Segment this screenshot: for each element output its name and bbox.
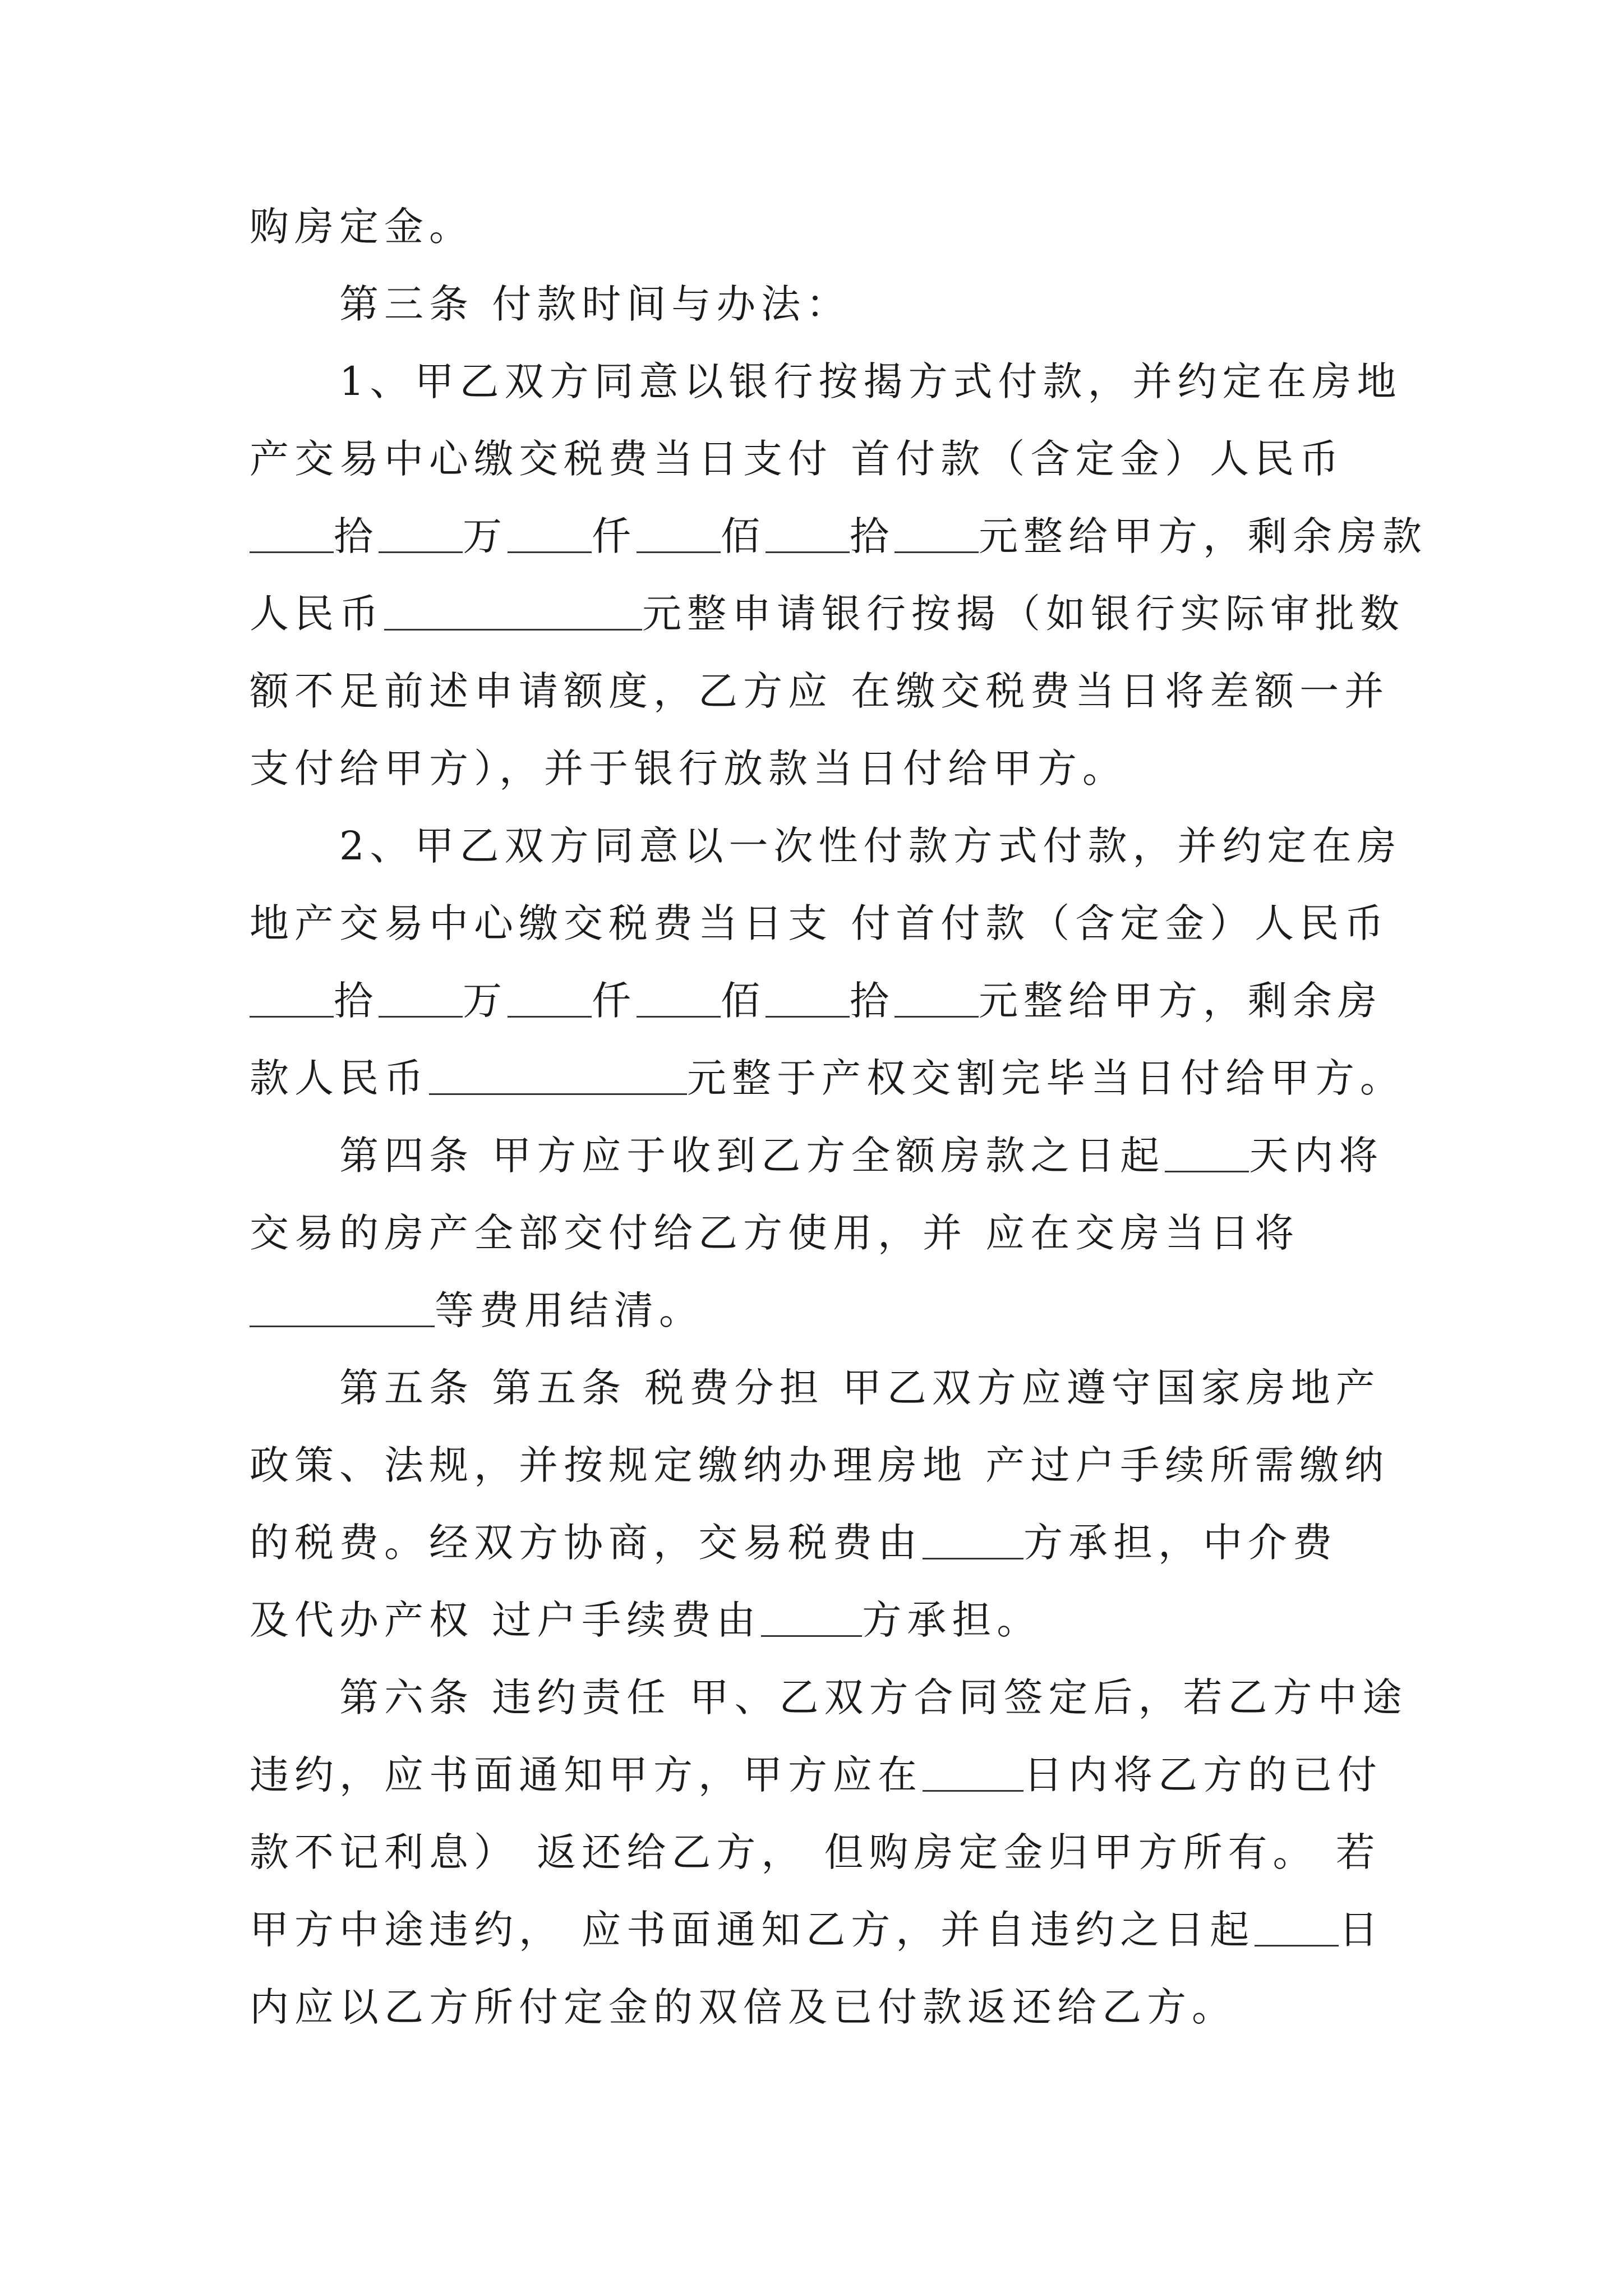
- text-segment: 第四条 甲方应于收到乙方全额房款之日起: [339, 1133, 1165, 1179]
- article-6-line: 第六条 违约责任 甲、乙双方合同签定后，若乙方中途: [339, 1674, 1408, 1720]
- fill-blank[interactable]: [761, 1596, 862, 1637]
- article-5-line: 第五条 第五条 税费分担 甲乙双方应遵守国家房地产: [339, 1365, 1381, 1411]
- fill-blank[interactable]: [379, 977, 463, 1018]
- unit-label: 佰: [721, 513, 766, 559]
- unit-label: 拾: [850, 978, 895, 1024]
- text-line: 内应以乙方所付定金的双倍及已付款返还给乙方。: [250, 1984, 1237, 2030]
- text-segment: 的税费。经双方协商，交易税费由: [250, 1520, 923, 1566]
- article-3-heading: 第三条 付款时间与办法：: [339, 281, 851, 327]
- fill-blank[interactable]: [923, 1519, 1023, 1559]
- text-segment: 等费用结清。: [435, 1287, 704, 1333]
- unit-label: 仟: [592, 978, 637, 1024]
- fill-blank[interactable]: [508, 977, 592, 1018]
- text-line: 购房定金。: [250, 204, 474, 250]
- text-line: 地产交易中心缴交税费当日支 付首付款（含定金）人民币: [250, 900, 1390, 946]
- fill-blank[interactable]: [766, 512, 850, 553]
- text-segment: 方承担，中介费: [1023, 1520, 1338, 1566]
- fill-blank[interactable]: [923, 1751, 1023, 1792]
- text-line: 支付给甲方），并于银行放款当日付给甲方。: [250, 746, 1127, 792]
- fill-blank[interactable]: [637, 977, 721, 1018]
- fill-blank[interactable]: [250, 512, 334, 553]
- text-segment: 方承担。: [862, 1597, 1042, 1643]
- text-segment: 元整于产权交割完毕当日付给甲方。: [687, 1055, 1405, 1101]
- fill-blank[interactable]: [766, 977, 850, 1018]
- amount-line: [250, 498, 1427, 575]
- fill-blank[interactable]: [895, 977, 979, 1018]
- text-line: [250, 575, 1405, 652]
- fill-blank[interactable]: [637, 512, 721, 553]
- fill-blank[interactable]: [895, 512, 979, 553]
- fill-blank[interactable]: [250, 1286, 435, 1327]
- text-line: [250, 1504, 1377, 1581]
- text-segment: 日内将乙方的已付: [1023, 1752, 1382, 1798]
- unit-label: 仟: [592, 513, 637, 559]
- fill-blank[interactable]: [1165, 1131, 1249, 1172]
- fill-blank[interactable]: [250, 977, 334, 1018]
- text-segment: 元整申请银行按揭（如银行实际审批数: [642, 591, 1405, 637]
- text-line: 2、甲乙双方同意以一次性付款方式付款，并约定在房: [339, 823, 1402, 869]
- text-segment: 元整给甲方，剩余房款: [979, 513, 1427, 559]
- text-segment: 元整给甲方，剩余房: [979, 978, 1382, 1024]
- unit-label: 万: [463, 978, 508, 1024]
- text-line: [250, 1039, 1405, 1117]
- text-line: 额不足前述申请额度，乙方应 在缴交税费当日将差额一并: [250, 668, 1390, 714]
- text-segment: 人民币: [250, 591, 384, 637]
- text-line: [250, 1736, 1382, 1814]
- fill-blank[interactable]: [1255, 1906, 1339, 1947]
- article-4-line: [250, 1117, 1384, 1194]
- text-segment: 天内将: [1249, 1133, 1384, 1179]
- text-segment: 款人民币: [250, 1055, 429, 1101]
- text-line: 产交易中心缴交税费当日支付 首付款（含定金）人民币: [250, 436, 1345, 482]
- text-line: 1、甲乙双方同意以银行按揭方式付款，并约定在房地: [339, 358, 1402, 404]
- text-line: 交易的房产全部交付给乙方使用，并 应在交房当日将: [250, 1210, 1300, 1256]
- fill-blank[interactable]: [429, 1054, 687, 1095]
- fill-blank[interactable]: [384, 590, 642, 631]
- amount-line: [250, 962, 1382, 1039]
- text-line: [250, 1581, 1377, 1659]
- text-segment: 甲方中途违约， 应书面通知乙方，并自违约之日起: [250, 1907, 1255, 1953]
- text-segment: 及代办产权 过户手续费由: [250, 1597, 762, 1643]
- text-segment: 日: [1339, 1907, 1384, 1953]
- unit-label: 佰: [721, 978, 766, 1024]
- unit-label: 拾: [334, 513, 379, 559]
- unit-label: 拾: [334, 978, 379, 1024]
- unit-label: 万: [463, 513, 508, 559]
- document-page: [250, 188, 1427, 2046]
- text-line: [250, 1272, 1377, 1349]
- text-line: 款不记利息） 返还给乙方， 但购房定金归甲方所有。 若: [250, 1829, 1381, 1875]
- text-segment: 违约，应书面通知甲方，甲方应在: [250, 1752, 923, 1798]
- fill-blank[interactable]: [508, 512, 592, 553]
- fill-blank[interactable]: [379, 512, 463, 553]
- text-line: 政策、法规，并按规定缴纳办理房地 产过户手续所需缴纳: [250, 1442, 1390, 1488]
- unit-label: 拾: [850, 513, 895, 559]
- text-line: [250, 1891, 1384, 1968]
